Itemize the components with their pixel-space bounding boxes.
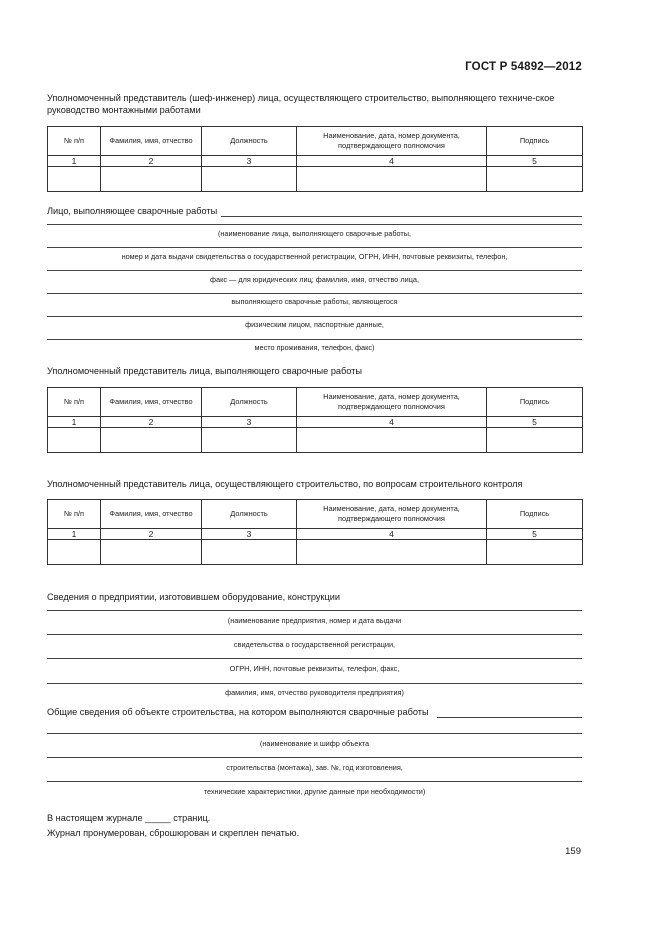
table-cell[interactable] (487, 540, 583, 565)
table-cell[interactable] (297, 167, 487, 192)
table-cell[interactable] (101, 167, 202, 192)
caption: технические характеристики, другие данные при необходимости) (203, 787, 426, 796)
section6-title-row (47, 706, 582, 718)
form-line[interactable] (47, 610, 582, 611)
header-document: Наименование, дата, номер документа, подтверждающего полномочия (297, 127, 487, 156)
signatures-table-1 (47, 126, 583, 192)
table-cell[interactable] (101, 428, 202, 453)
caption: место проживания, телефон, факс) (254, 343, 375, 352)
page-number: 159 (565, 846, 581, 857)
caption: свидетельства о государственной регистрации, (233, 640, 396, 649)
header-signature: Подпись (487, 388, 583, 417)
table-cell[interactable] (48, 167, 101, 192)
section2-title: Лицо, выполняющее сварочные работы (47, 206, 218, 216)
header-position: Должность (202, 388, 297, 417)
pages-prefix: В настоящем журнале (47, 813, 143, 823)
caption: физическим лицом, паспортные данные, (245, 320, 384, 329)
form-line[interactable] (47, 757, 582, 758)
table-cell[interactable] (101, 540, 202, 565)
object-info-line[interactable] (437, 707, 582, 718)
section3-title: Уполномоченный представитель лица, выполняющего сварочные работы (47, 366, 363, 376)
form-line[interactable] (47, 781, 582, 782)
form-line[interactable] (47, 224, 582, 225)
pages-count-blank[interactable]: _____ (145, 813, 171, 823)
table-cell[interactable] (487, 167, 583, 192)
header-number: № п/п (48, 127, 101, 156)
col-number-2: 2 (101, 529, 202, 540)
pages-suffix: страниц. (173, 813, 211, 823)
header-position: Должность (202, 500, 297, 529)
header-full-name: Фамилия, имя, отчество (101, 388, 202, 417)
table-cell[interactable] (297, 428, 487, 453)
section4-title: Уполномоченный представитель лица, осуществляющего строительство, по вопросам строительного контроля (47, 479, 523, 489)
table-cell[interactable] (297, 540, 487, 565)
form-line[interactable] (47, 634, 582, 635)
col-number-3: 3 (202, 417, 297, 428)
col-number-4: 4 (297, 417, 487, 428)
caption: (наименование и шифр объекта (259, 739, 370, 748)
signatures-table-2 (47, 387, 583, 453)
header-document: Наименование, дата, номер документа, подтверждающего полномочия (297, 500, 487, 529)
col-number-3: 3 (202, 156, 297, 167)
header-number: № п/п (48, 388, 101, 417)
col-number-2: 2 (101, 417, 202, 428)
caption: (наименование лица, выполняющего сварочные работы, (217, 229, 412, 238)
signatures-table-3 (47, 499, 583, 565)
col-number-5: 5 (487, 529, 583, 540)
col-number-4: 4 (297, 529, 487, 540)
col-number-1: 1 (48, 156, 101, 167)
standard-header: ГОСТ Р 54892—2012 (465, 61, 582, 73)
col-number-2: 2 (101, 156, 202, 167)
pages-count-line (47, 812, 582, 824)
header-full-name: Фамилия, имя, отчество (101, 500, 202, 529)
caption: строительства (монтажа), зав. №, год изготовления, (226, 763, 403, 772)
section2-title-row (47, 205, 582, 217)
col-number-5: 5 (487, 417, 583, 428)
col-number-1: 1 (48, 529, 101, 540)
caption: (наименование предприятия, номер и дата выдачи (227, 616, 402, 625)
caption: выполняющего сварочные работы, являющегося (231, 297, 398, 306)
table-cell[interactable] (202, 428, 297, 453)
form-line[interactable] (47, 658, 582, 659)
table-cell[interactable] (487, 428, 583, 453)
header-document: Наименование, дата, номер документа, подтверждающего полномочия (297, 388, 487, 417)
table-cell[interactable] (48, 428, 101, 453)
col-number-3: 3 (202, 529, 297, 540)
caption: номер и дата выдачи свидетельства о государственной регистрации, ОГРН, ИНН, почтовые реквизиты, телефон, (121, 252, 508, 261)
form-line[interactable] (47, 683, 582, 684)
col-number-1: 1 (48, 417, 101, 428)
col-number-5: 5 (487, 156, 583, 167)
form-line[interactable] (47, 293, 582, 294)
form-line[interactable] (47, 339, 582, 340)
header-position: Должность (202, 127, 297, 156)
header-signature: Подпись (487, 500, 583, 529)
form-line[interactable] (47, 733, 582, 734)
header-signature: Подпись (487, 127, 583, 156)
caption: ОГРН, ИНН, почтовые реквизиты, телефон, факс, (229, 664, 400, 673)
section6-title: Общие сведения об объекте строительства, на котором выполняются сварочные работы (47, 707, 429, 717)
section1-title: Уполномоченный представитель (шеф-инженер) лица, осуществляющего строительство, выполняющего техниче-ское руководство монтажными работами (47, 93, 555, 115)
header-full-name: Фамилия, имя, отчество (101, 127, 202, 156)
caption: факс — для юридических лиц; фамилия, имя, отчество лица, (210, 275, 419, 284)
section5-title: Сведения о предприятии, изготовившем оборудование, конструкции (47, 592, 340, 602)
table-cell[interactable] (202, 167, 297, 192)
table-cell[interactable] (48, 540, 101, 565)
table-cell[interactable] (202, 540, 297, 565)
welder-name-line[interactable] (221, 206, 582, 217)
col-number-4: 4 (297, 156, 487, 167)
header-number: № п/п (48, 500, 101, 529)
caption: фамилия, имя, отчество руководителя предприятия) (225, 688, 404, 697)
form-line[interactable] (47, 316, 582, 317)
form-line[interactable] (47, 247, 582, 248)
form-line[interactable] (47, 270, 582, 271)
bound-note: Журнал пронумерован, сброшюрован и скреплен печатью. (47, 828, 300, 838)
